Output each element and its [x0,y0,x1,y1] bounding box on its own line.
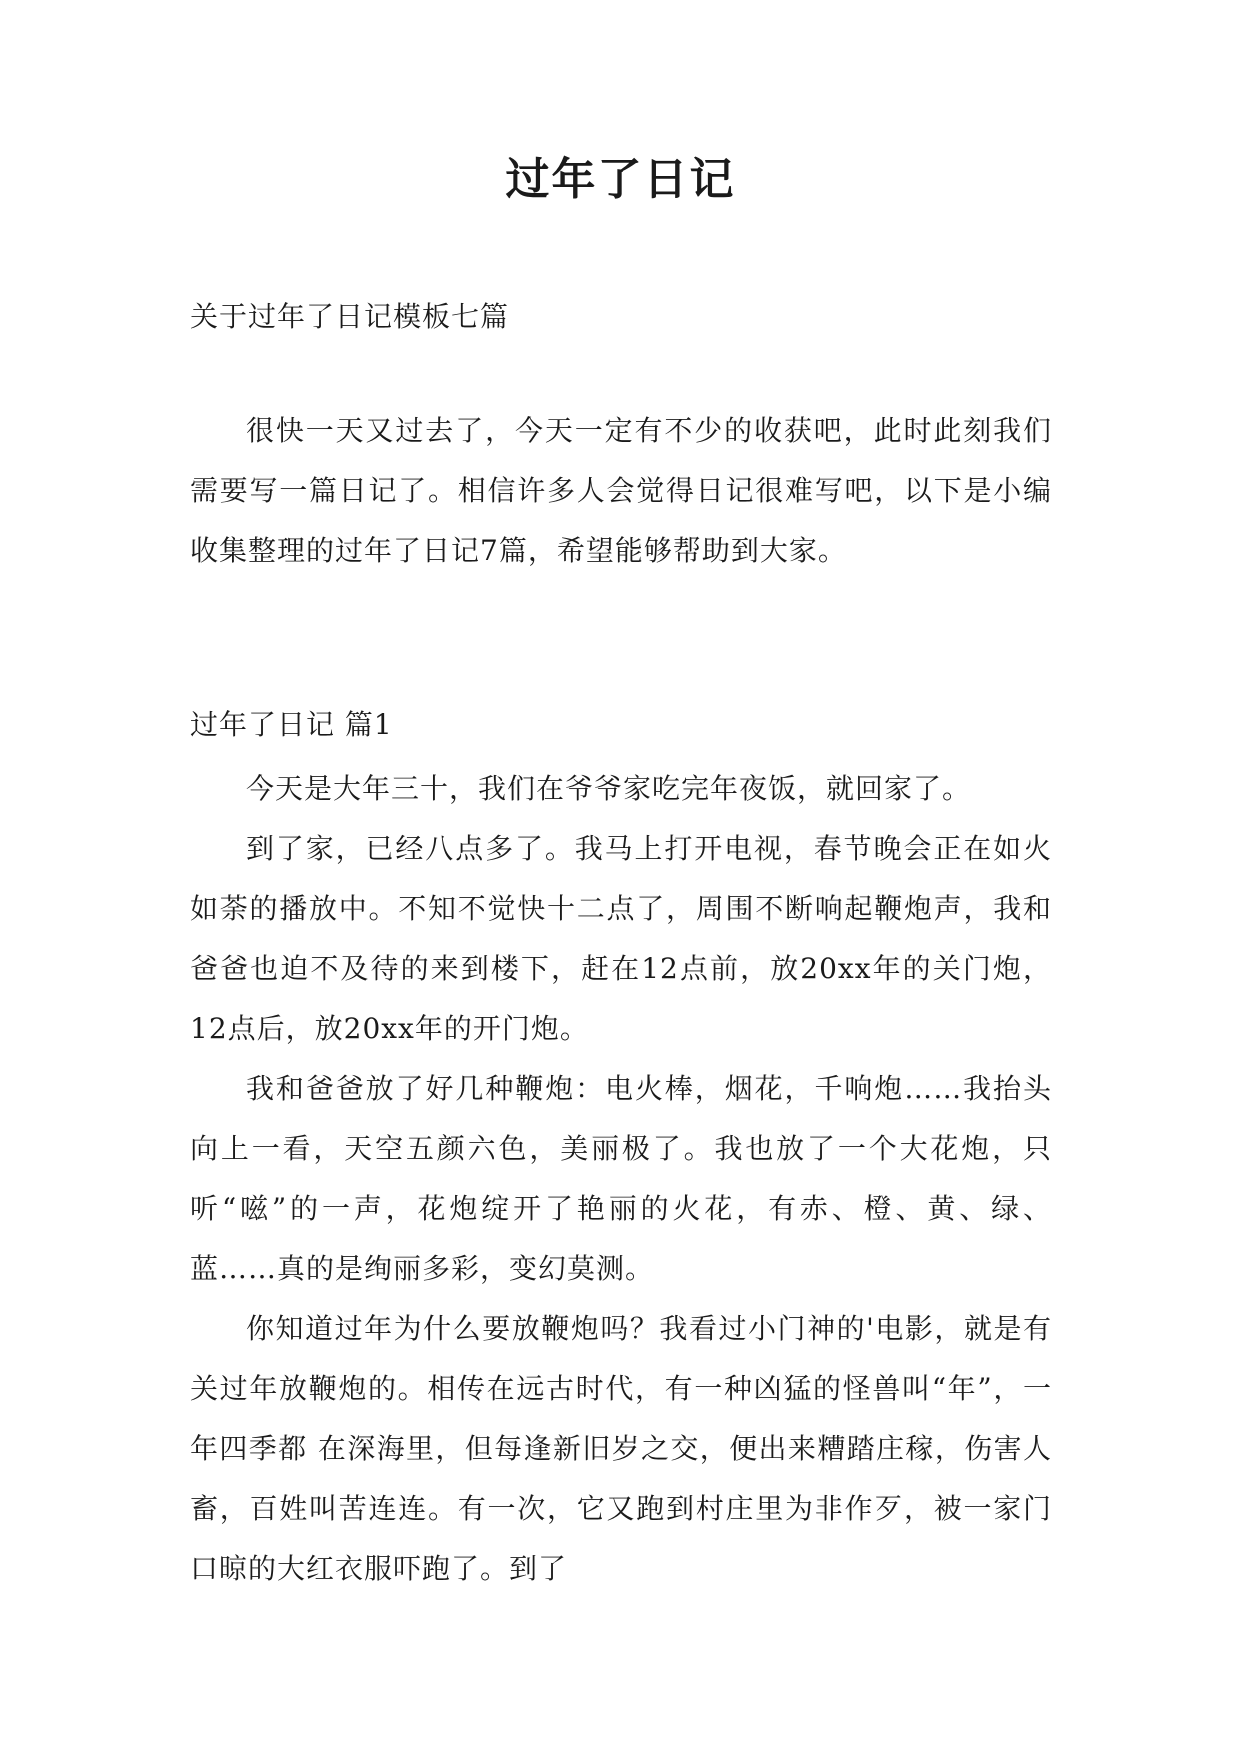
section-paragraph-2: 到了家，已经八点多了。我马上打开电视，春节晚会正在如火如荼的播放中。不知不觉快十二点了，周围不断响起鞭炮声，我和爸爸也迫不及待的来到楼下，赶在12点前，放20xx年的关门炮，12点后，放20xx年的开门炮。 [190,832,1052,1045]
section-heading: 过年了日记 篇1 [190,708,393,741]
diary-section-1 [190,695,1052,1599]
section-paragraph-1: 今天是大年三十，我们在爷爷家吃完年夜饭，就回家了。 [246,772,972,805]
intro-block [190,401,1052,581]
subtitle-text: 关于过年了日记模板七篇 [190,300,510,333]
section-paragraph-4: 你知道过年为什么要放鞭炮吗？我看过小门神的'电影，就是有关过年放鞭炮的。相传在远古时代，有一种凶猛的怪兽叫“年”，一年四季都 在深海里，但每逢新旧岁之交，便出来糟踏庄稼，伤害人畜，百姓叫苦连连。有一次，它又跑到村庄里为非作歹，被一家门口晾的大红衣服吓跑了。到了 [190,1312,1052,1585]
intro-paragraph: 很快一天又过去了，今天一定有不少的收获吧，此时此刻我们需要写一篇日记了。相信许多人会觉得日记很难写吧，以下是小编收集整理的过年了日记7篇，希望能够帮助到大家。 [190,414,1052,567]
document-subtitle [190,287,1052,347]
document-title: 过年了日记 [505,154,736,205]
section-paragraph-3: 我和爸爸放了好几种鞭炮：电火棒，烟花，千响炮……我抬头向上一看，天空五颜六色，美丽极了。我也放了一个大花炮，只听“嗞”的一声，花炮绽开了艳丽的火花，有赤、橙、黄、绿、蓝……真的是绚丽多彩，变幻莫测。 [190,1072,1052,1285]
